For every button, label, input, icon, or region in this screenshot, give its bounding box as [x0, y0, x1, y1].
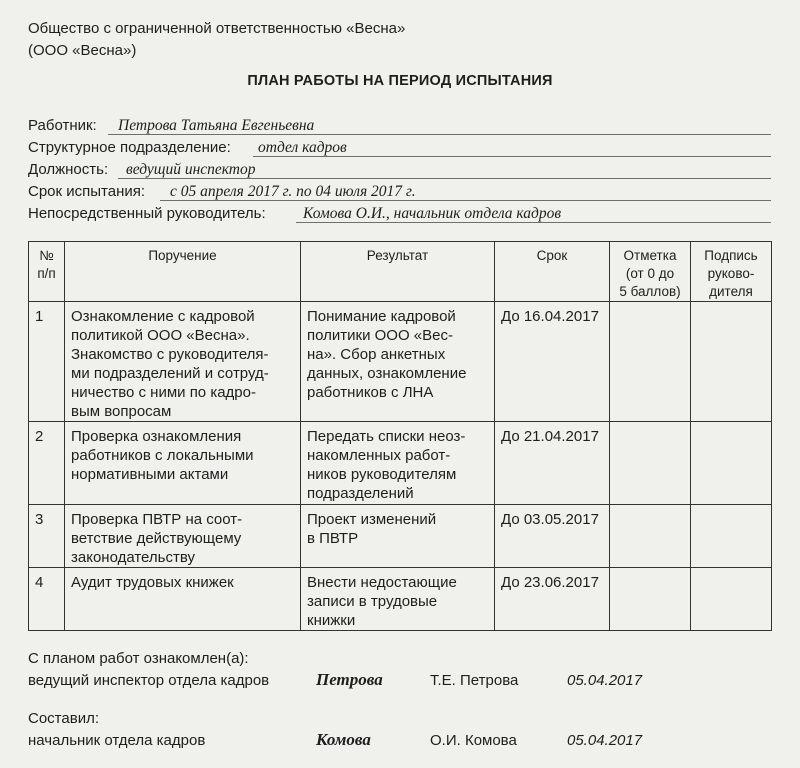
- probation-value: с 05 апреля 2017 г. по 04 июля 2017 г.: [170, 183, 416, 200]
- row-deadline: До 16.04.2017: [495, 302, 610, 422]
- acknowledgment-role: ведущий инспектор отдела кадров: [28, 672, 270, 689]
- row-result: Внести недостающие записи в трудовые книжки: [301, 568, 495, 631]
- row-mark-cell: [610, 568, 691, 631]
- header-num: № п/п: [29, 242, 65, 302]
- probation-label: Срок испытания:: [28, 183, 146, 200]
- row-mark-cell: [610, 302, 691, 422]
- row-result: Понимание кадровой политики ООО «Вес- на». Сбор анкетных данных, ознакомление работников с ЛНА: [301, 302, 495, 422]
- table-row: [29, 505, 772, 568]
- department-value: отдел кадров: [258, 139, 347, 156]
- header-task: Поручение: [65, 242, 301, 302]
- header-mark: Отметка (от 0 до 5 баллов): [610, 242, 691, 302]
- row-deadline: До 21.04.2017: [495, 422, 610, 505]
- header-result: Результат: [301, 242, 495, 302]
- row-mark-cell: [610, 505, 691, 568]
- employee-underline: [108, 134, 771, 135]
- employee-value: Петрова Татьяна Евгеньевна: [118, 117, 315, 134]
- compiled-role: начальник отдела кадров: [28, 732, 206, 749]
- position-underline: [118, 178, 771, 179]
- table-row: [29, 568, 772, 631]
- compiled-signature: Комова: [316, 730, 371, 749]
- supervisor-underline: [296, 222, 771, 223]
- organization-header: [28, 18, 405, 62]
- compiled-name: О.И. Комова: [430, 732, 517, 749]
- document-title: ПЛАН РАБОТЫ НА ПЕРИОД ИСПЫТАНИЯ: [247, 73, 553, 89]
- row-num: 2: [29, 422, 65, 505]
- row-deadline: До 23.06.2017: [495, 568, 610, 631]
- supervisor-value: Комова О.И., начальник отдела кадров: [303, 205, 562, 222]
- row-result: Проект изменений в ПВТР: [301, 505, 495, 568]
- row-num: 3: [29, 505, 65, 568]
- organization-full-name: Общество с ограниченной ответственностью «Весна»: [28, 20, 406, 37]
- header-signature: Подпись руково- дителя: [691, 242, 772, 302]
- probation-underline: [160, 200, 771, 201]
- employee-label: Работник:: [28, 117, 97, 134]
- acknowledgment-signature: Петрова: [316, 670, 383, 689]
- department-underline: [253, 156, 771, 157]
- table-header-row: [29, 242, 772, 302]
- row-task: Аудит трудовых книжек: [65, 568, 301, 631]
- compiled-heading: Составил:: [28, 710, 99, 727]
- acknowledgment-heading: С планом работ ознакомлен(а):: [28, 650, 249, 667]
- row-deadline: До 03.05.2017: [495, 505, 610, 568]
- organization-short-name: (ООО «Весна»): [28, 42, 137, 59]
- row-num: 4: [29, 568, 65, 631]
- table-row: [29, 422, 772, 505]
- acknowledgment-date: 05.04.2017: [567, 672, 643, 689]
- row-task: Проверка ознакомления работников с локальными нормативными актами: [65, 422, 301, 505]
- work-plan-table: [28, 241, 772, 631]
- row-signature-cell: [691, 302, 772, 422]
- department-label: Структурное подразделение:: [28, 139, 231, 156]
- header-deadline: Срок: [495, 242, 610, 302]
- row-task: Проверка ПВТР на соот- ветствие действующему законодательству: [65, 505, 301, 568]
- row-result: Передать списки неоз- накомленных работ- ников руководителям подразделений: [301, 422, 495, 505]
- row-mark-cell: [610, 422, 691, 505]
- row-signature-cell: [691, 505, 772, 568]
- row-signature-cell: [691, 568, 772, 631]
- supervisor-label: Непосредственный руководитель:: [28, 205, 266, 222]
- position-value: ведущий инспектор: [126, 161, 256, 178]
- row-signature-cell: [691, 422, 772, 505]
- acknowledgment-name: Т.Е. Петрова: [430, 672, 519, 689]
- table-row: [29, 302, 772, 422]
- row-task: Ознакомление с кадровой политикой ООО «Весна». Знакомство с руководителя- ми подразделений и сотруд- ничество с ними по кадро- вым вопросам: [65, 302, 301, 422]
- compiled-date: 05.04.2017: [567, 732, 643, 749]
- row-num: 1: [29, 302, 65, 422]
- position-label: Должность:: [28, 161, 109, 178]
